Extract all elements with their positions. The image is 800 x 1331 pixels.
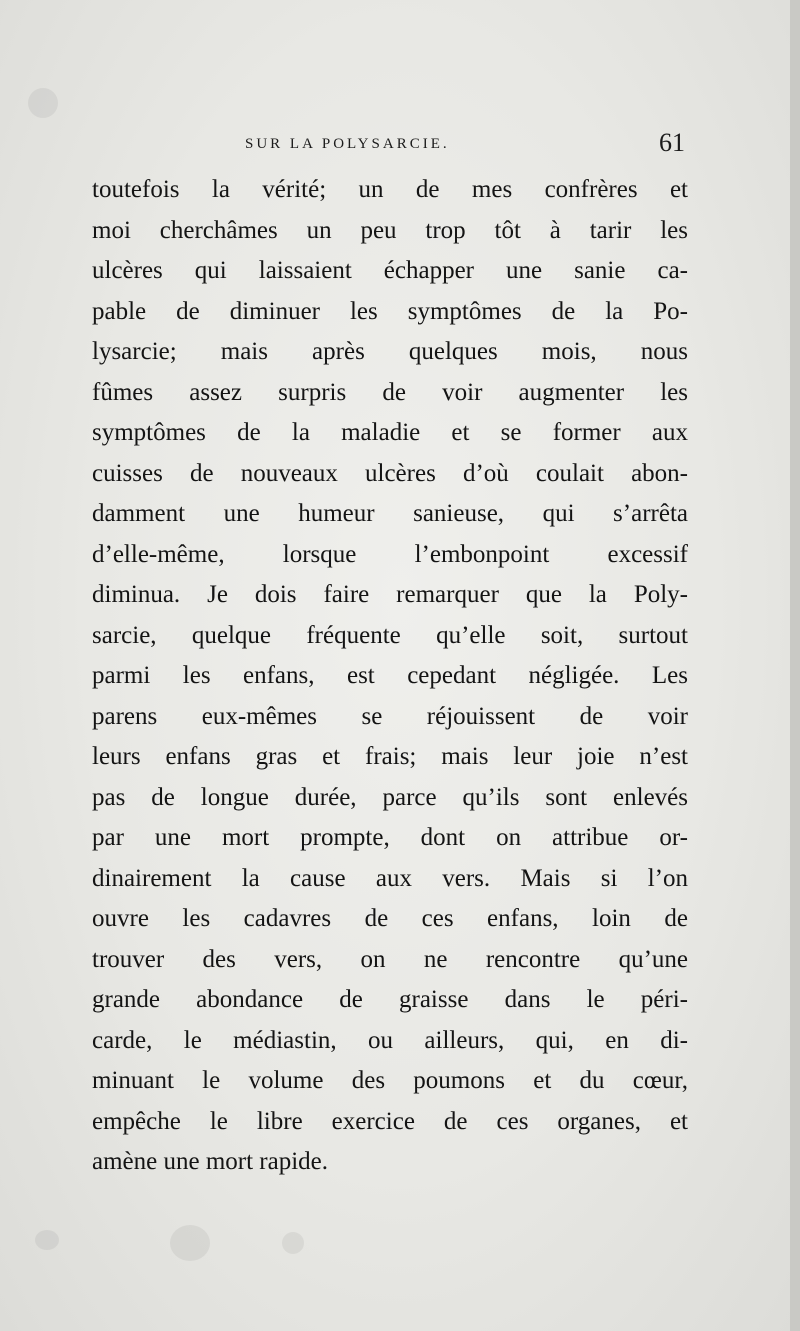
page-header <box>245 128 685 164</box>
text-line: empêche le libre exercice de ces organes, et <box>92 1107 688 1135</box>
text-line: d’elle-même, lorsque l’embonpoint excessif <box>92 540 688 568</box>
paper-stain <box>282 1232 304 1254</box>
text-line: ouvre les cadavres de ces enfans, loin de <box>92 905 688 932</box>
text-line: fûmes assez surpris de voir augmenter les <box>92 378 688 406</box>
text-line: ulcères qui laissaient échapper une sanie ca- <box>92 257 688 284</box>
text-line: cuisses de nouveaux ulcères d’où coulait abon- <box>92 459 688 487</box>
text-line: par une mort prompte, dont on attribue or- <box>92 824 688 851</box>
text-line: parmi les enfans, est cepedant négligée. Les <box>92 662 688 689</box>
paper-stain <box>28 88 58 118</box>
text-line: carde, le médiastin, ou ailleurs, qui, en di- <box>92 1026 688 1054</box>
text-line: diminua. Je dois faire remarquer que la Poly- <box>92 581 688 608</box>
text-line: grande abondance de graisse dans le péri- <box>92 986 688 1013</box>
text-line: symptômes de la maladie et se former aux <box>92 419 688 446</box>
paper-stain <box>170 1225 210 1261</box>
page-number: 61 <box>659 128 685 157</box>
page-edge-shadow <box>790 0 800 1331</box>
text-line: parens eux-mêmes se réjouissent de voir <box>92 702 688 730</box>
body-text <box>92 170 688 1183</box>
text-line: trouver des vers, on ne rencontre qu’une <box>92 945 688 973</box>
text-line: moi cherchâmes un peu trop tôt à tarir les <box>92 216 688 244</box>
text-line: dinairement la cause aux vers. Mais si l’on <box>92 864 688 892</box>
text-line: toutefois la vérité; un de mes confrères et <box>92 176 688 203</box>
text-line: sarcie, quelque fréquente qu’elle soit, surtout <box>92 621 688 649</box>
text-line: amène une mort rapide. <box>92 1148 329 1175</box>
running-head: SUR LA POLYSARCIE. <box>245 136 450 152</box>
paper-stain <box>35 1230 59 1250</box>
text-line: minuant le volume des poumons et du cœur, <box>92 1067 688 1094</box>
text-line: leurs enfans gras et frais; mais leur joie n’est <box>92 743 688 770</box>
text-line: pas de longue durée, parce qu’ils sont enlevés <box>92 783 688 811</box>
text-line: lysarcie; mais après quelques mois, nous <box>92 338 688 365</box>
text-line: pable de diminuer les symptômes de la Po- <box>92 297 688 325</box>
text-line: damment une humeur sanieuse, qui s’arrêta <box>92 500 688 527</box>
